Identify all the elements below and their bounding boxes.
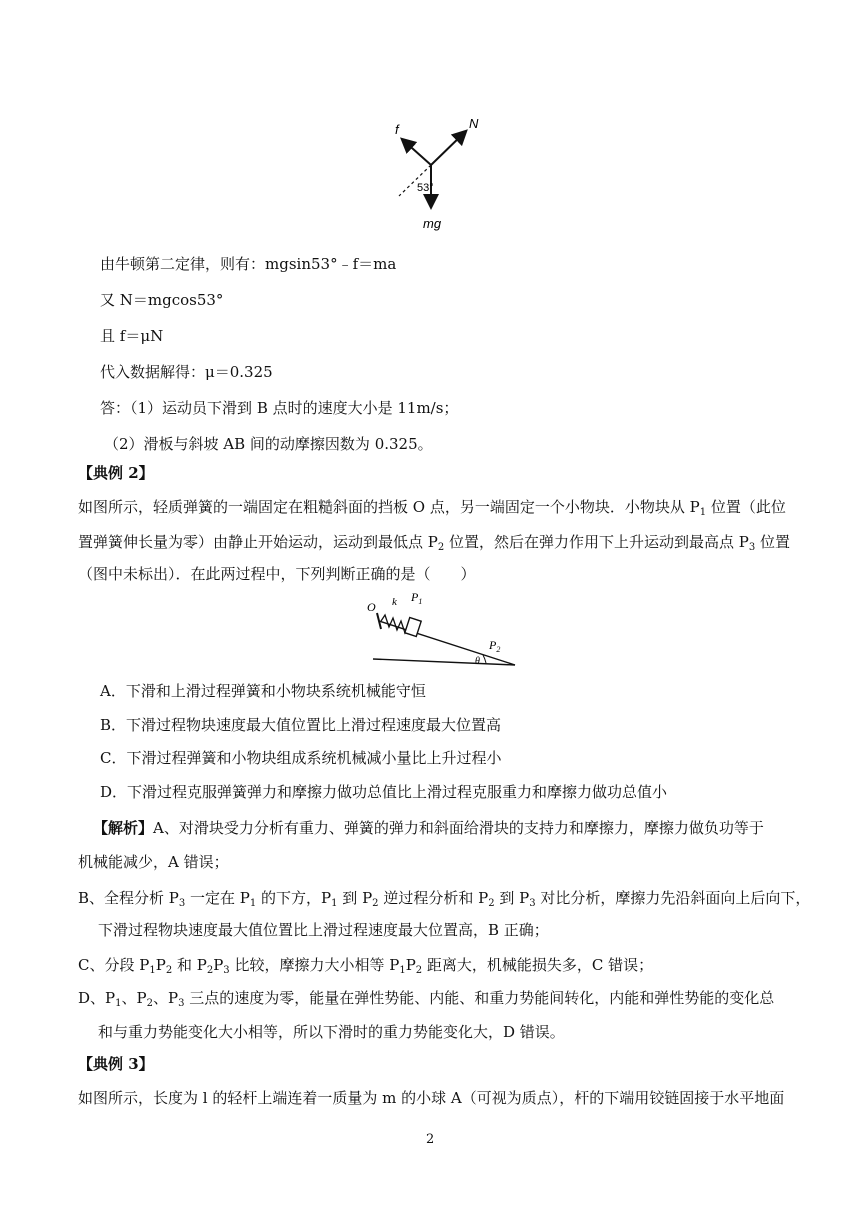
option-a: A．下滑和上滑过程弹簧和小物块系统机械能守恒: [100, 682, 426, 700]
line-solve: 代入数据解得：μ＝0.325: [100, 363, 273, 381]
gravity-label: mg: [423, 216, 442, 231]
example-3-heading: 【典例 3】: [78, 1055, 154, 1073]
line-friction: 且 f＝μN: [100, 327, 164, 345]
analysis-line-d1: D、$P_1$、$P_2$、$P_3$ 三点的速度为零，能量在弹性势能、内能、和重力势能间转化，内能和弹性势能的变化总: [78, 989, 775, 1009]
analysis-line-c1: C、分段 $P_1P_2$ 和 $P_2P_3$ 比较，摩擦力大小相等 $P_1P_2$ 距离大，机械能损失多，C 错误；: [78, 956, 654, 976]
angle-label: 53°: [417, 182, 434, 194]
page-number: 2: [426, 1132, 435, 1147]
spring-coil: [381, 615, 409, 633]
example-2-stem-line-1: 如图所示，轻质弹簧的一端固定在粗糙斜面的挡板 O 点，另一端固定一个小物块．小物块从 $P_1$ 位置（此位: [78, 498, 786, 518]
o-label: O: [367, 600, 376, 614]
k-label: k: [392, 596, 397, 608]
line-answer-2: （2）滑板与斜坡 AB 间的动摩擦因数为 0.325。: [104, 435, 433, 453]
example-2-stem-line-2: 置弹簧伸长量为零）由静止开始运动，运动到最低点 $P_2$ 位置，然后在弹力作用下上升运动到最高点 $P_3$ 位置: [78, 533, 791, 553]
example-2-stem-line-3: （图中未标出）．在此两过程中，下列判断正确的是（ ）: [78, 565, 476, 583]
analysis-line-a1: 【解析】A、对滑块受力分析有重力、弹簧的弹力和斜面给滑块的支持力和摩擦力，摩擦力做负功等于: [93, 819, 764, 837]
option-d: D．下滑过程克服弹簧弹力和摩擦力做功总值比上滑过程克服重力和摩擦力做功总值小: [100, 783, 668, 801]
p1-label: $P_1$: [411, 590, 423, 606]
analysis-line-d2: 和与重力势能变化大小相等，所以下滑时的重力势能变化大，D 错误。: [98, 1023, 565, 1041]
line-answer-1: 答：（1）运动员下滑到 B 点时的速度大小是 11m/s；: [100, 399, 459, 417]
friction-label: f: [395, 122, 399, 137]
p2-label: $P_2$: [489, 638, 501, 654]
analysis-line-b2: 下滑过程物块速度最大值位置比上滑过程速度最大位置高，B 正确；: [98, 921, 549, 939]
analysis-line-a2: 机械能减少，A 错误；: [78, 853, 229, 871]
option-c: C．下滑过程弹簧和小物块组成系统机械减小量比上升过程小: [100, 749, 502, 767]
analysis-line-b1: B、全程分析 $P_3$ 一定在 $P_1$ 的下方，$P_1$ 到 $P_2$ 逆过程分析和 $P_2$ 到 $P_3$ 对比分析，摩擦力先沿斜面向上后向下，: [78, 889, 811, 909]
ground-line: [373, 659, 515, 665]
line-normal-force: 又 N＝mgcos53°: [100, 291, 224, 309]
example-3-stem-line-1: 如图所示，长度为 l 的轻杆上端连着一质量为 m 的小球 A（可视为质点），杆的下端用铰链固接于水平地面: [78, 1089, 785, 1107]
incline-spring-diagram: [365, 585, 525, 670]
normal-label: N: [469, 116, 479, 131]
option-b: B．下滑过程物块速度最大值位置比上滑过程速度最大位置高: [100, 716, 502, 734]
force-diagram: [385, 110, 495, 235]
force-vectors: [399, 132, 465, 206]
example-2-heading: 【典例 2】: [78, 464, 154, 482]
theta-label: θ: [475, 656, 480, 667]
line-newton-second-law: 由牛顿第二定律，则有：mgsin53°﹣f＝ma: [100, 255, 397, 273]
friction-arrow: [403, 140, 431, 165]
normal-force-arrow: [431, 132, 465, 165]
